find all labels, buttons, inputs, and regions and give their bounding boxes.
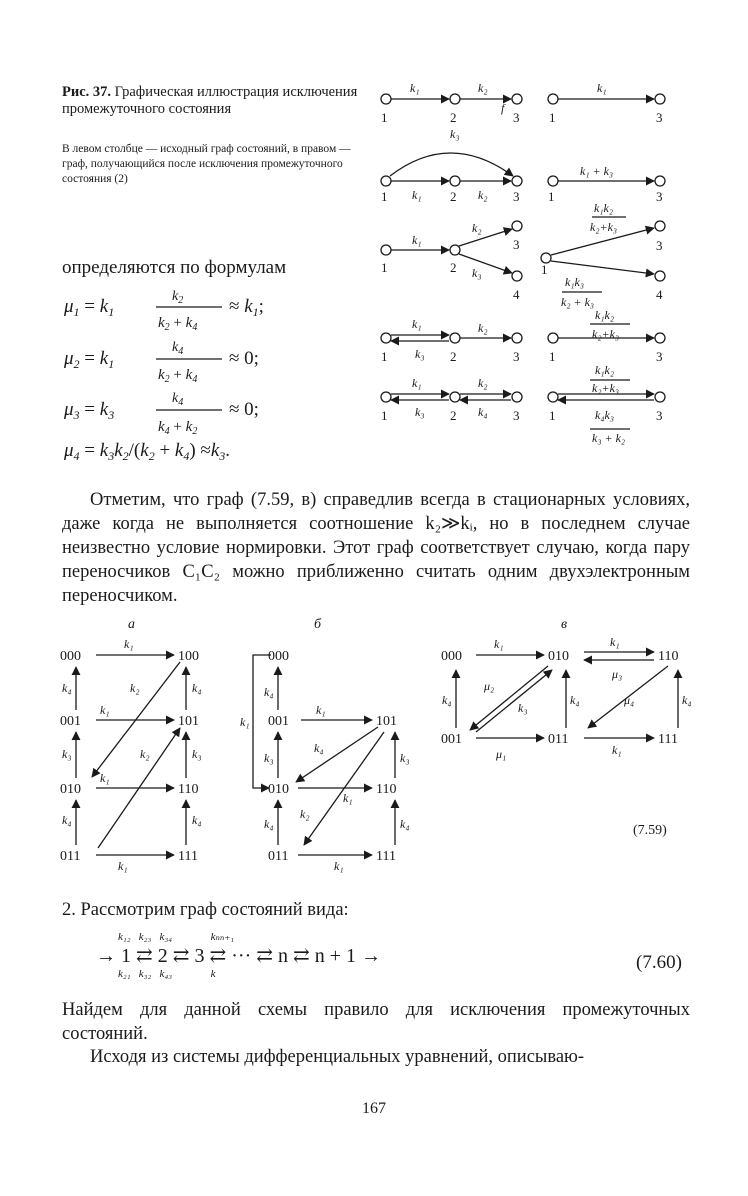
svg-text:001: 001 <box>268 714 289 729</box>
svg-text:3: 3 <box>513 110 520 125</box>
svg-text:k₁: k₁ <box>124 637 134 651</box>
svg-text:010: 010 <box>548 649 569 664</box>
svg-text:k₃ + k₂: k₃ + k₂ <box>592 431 626 445</box>
svg-text:k₁: k₁ <box>412 376 422 390</box>
scheme-7-60 <box>96 930 516 980</box>
svg-text:k₄: k₄ <box>192 681 202 695</box>
svg-text:k₂: k₂ <box>300 807 310 821</box>
svg-text:k₃: k₃ <box>518 701 528 715</box>
svg-text:010: 010 <box>60 782 81 797</box>
svg-text:1: 1 <box>549 110 556 125</box>
svg-text:k₄k₃: k₄k₃ <box>595 408 614 422</box>
svg-text:3: 3 <box>656 349 663 364</box>
svg-text:k₄: k₄ <box>192 813 202 827</box>
svg-text:1: 1 <box>549 349 556 364</box>
svg-text:k₄: k₄ <box>682 693 692 707</box>
scheme-top-rates: k₁₂ k₂₃ k₃₄ kₙₙ₊₁ <box>118 931 235 943</box>
svg-text:1: 1 <box>541 262 548 277</box>
svg-text:4: 4 <box>656 287 663 302</box>
scheme-main: → 1 ⇄ 2 ⇄ 3 ⇄ ··· ⇄ n ⇄ n + 1 → <box>96 945 382 967</box>
svg-text:≈ k1;: ≈ $k_1$; <box>229 296 264 319</box>
figure-37-graphs <box>370 78 690 450</box>
svg-text:k₂+k₃: k₂+k₃ <box>590 220 618 234</box>
svg-text:k₃: k₃ <box>264 751 274 765</box>
svg-text:k₂+k₃: k₂+k₃ <box>592 381 620 395</box>
figure-label: Рис. 37. <box>62 84 112 100</box>
svg-text:2: 2 <box>450 408 457 423</box>
svg-text:011: 011 <box>60 849 81 864</box>
svg-text:k₁k₂: k₁k₂ <box>594 201 613 215</box>
svg-text:k2 + k4: $k_2 + k_4$ <box>158 315 198 333</box>
svg-text:k₁: k₁ <box>612 743 622 757</box>
node <box>381 94 391 104</box>
svg-text:011: 011 <box>268 849 289 864</box>
svg-text:1: 1 <box>381 189 388 204</box>
svg-text:1: 1 <box>381 349 388 364</box>
svg-text:k₂: k₂ <box>140 747 150 761</box>
svg-text:k₄: k₄ <box>62 681 72 695</box>
svg-text:k₃: k₃ <box>415 405 425 419</box>
svg-text:3: 3 <box>656 408 663 423</box>
svg-text:3: 3 <box>513 189 520 204</box>
svg-text:k₂: k₂ <box>130 681 140 695</box>
equation-number-7-59: (7.59) <box>633 823 667 838</box>
svg-text:f: f <box>501 101 505 115</box>
svg-text:k₂: k₂ <box>472 221 482 235</box>
svg-text:k₁: k₁ <box>494 637 504 651</box>
panel-label-b: б <box>314 617 322 632</box>
svg-text:111: 111 <box>178 849 198 864</box>
svg-text:k₁: k₁ <box>343 791 353 805</box>
figure-title: Графическая иллюстрация исключения промежуточного состояния <box>62 84 358 117</box>
svg-text:3: 3 <box>513 349 520 364</box>
paragraph-rule: Найдем для данной схемы правило для исключения промежуточных состояний. <box>62 1000 690 1044</box>
page-number: 167 <box>362 1100 386 1117</box>
svg-text:2: 2 <box>450 349 457 364</box>
svg-text:1: 1 <box>549 408 556 423</box>
node <box>450 94 460 104</box>
svg-text:k₄: k₄ <box>264 817 274 831</box>
svg-text:μ₁: μ₁ <box>496 747 507 761</box>
svg-text:111: 111 <box>658 732 678 747</box>
svg-text:000: 000 <box>268 649 289 664</box>
svg-text:3: 3 <box>656 189 663 204</box>
svg-text:k₁k₃: k₁k₃ <box>565 275 584 289</box>
svg-text:101: 101 <box>376 714 397 729</box>
svg-text:110: 110 <box>178 782 199 797</box>
svg-text:2: 2 <box>450 110 457 125</box>
equation-number-7-60: (7.60) <box>636 952 682 973</box>
svg-text:k₁: k₁ <box>412 233 422 247</box>
svg-text:000: 000 <box>60 649 81 664</box>
svg-text:k₁: k₁ <box>412 188 422 202</box>
svg-text:μ₃: μ₃ <box>612 667 623 681</box>
svg-text:1: 1 <box>381 408 388 423</box>
svg-text:k₁: k₁ <box>334 859 344 873</box>
svg-text:1: 1 <box>381 110 388 125</box>
svg-text:k₄: k₄ <box>314 741 324 755</box>
svg-text:3: 3 <box>513 408 520 423</box>
svg-text:k₄: k₄ <box>62 813 72 827</box>
svg-text:μ₂: μ₂ <box>484 679 495 693</box>
svg-text:≈ 0;: ≈ 0; <box>229 399 259 420</box>
svg-text:k4: $k_4$ <box>172 340 184 357</box>
svg-text:k2 + k4: $k_2 + k_4$ <box>158 367 198 385</box>
svg-text:4: 4 <box>513 287 520 302</box>
svg-text:k₁: k₁ <box>316 703 326 717</box>
svg-text:≈ 0;: ≈ 0; <box>229 348 259 369</box>
svg-text:μ4 = k3k2/(k2 + k4) ≈k3.: $\mu_4 = k_3k_2/(k_2 + k_4) \approx k_3$. <box>64 440 231 463</box>
svg-text:101: 101 <box>178 714 199 729</box>
svg-text:k₁: k₁ <box>410 81 420 95</box>
svg-text:k₂+k₃: k₂+k₃ <box>592 327 620 341</box>
svg-text:k₁: k₁ <box>100 771 110 785</box>
svg-text:k₂: k₂ <box>478 376 488 390</box>
section-2-heading: 2. Рассмотрим граф состояний вида: <box>62 900 349 920</box>
svg-text:3: 3 <box>656 238 663 253</box>
svg-text:001: 001 <box>60 714 81 729</box>
figure-caption-note: В левом столбце — исходный граф состояний, в правом — граф, получающийся после исключения промежуточного состояния (2) <box>62 143 351 185</box>
svg-text:k₄: k₄ <box>264 685 274 699</box>
svg-text:k₂: k₂ <box>478 321 488 335</box>
svg-text:001: 001 <box>441 732 462 747</box>
formula-block <box>62 284 362 464</box>
svg-text:k4 + k2: $k_4 + k_2$ <box>158 419 198 437</box>
svg-text:k₁: k₁ <box>118 859 128 873</box>
svg-text:k₁: k₁ <box>610 635 620 649</box>
svg-text:μ2 = k1: $\mu_2 = k_1$ <box>64 348 115 371</box>
svg-text:μ3 = k3: $\mu_3 = k_3$ <box>64 399 115 422</box>
svg-text:k₃: k₃ <box>450 127 460 141</box>
svg-text:k₁: k₁ <box>100 703 110 717</box>
paragraph-continue: Исходя из системы дифференциальных уравнений, описываю- <box>90 1047 585 1067</box>
svg-text:2: 2 <box>450 189 457 204</box>
svg-text:1: 1 <box>381 260 388 275</box>
svg-text:k₃: k₃ <box>62 747 72 761</box>
svg-text:k₄: k₄ <box>400 817 410 831</box>
svg-text:3: 3 <box>513 237 520 252</box>
panel-label-c: в <box>561 617 568 632</box>
svg-text:k₃: k₃ <box>400 751 410 765</box>
figure-caption-title <box>62 84 362 118</box>
svg-text:100: 100 <box>178 649 199 664</box>
svg-text:k₁: k₁ <box>240 715 250 729</box>
svg-text:110: 110 <box>376 782 397 797</box>
svg-text:2: 2 <box>450 260 457 275</box>
svg-text:011: 011 <box>548 732 569 747</box>
svg-text:μ1 = k1: $\mu_1 = k_1$ <box>64 296 115 319</box>
svg-text:k₃: k₃ <box>472 266 482 280</box>
figure-7-59 <box>56 612 706 882</box>
node <box>512 94 522 104</box>
svg-text:k₂ + k₃: k₂ + k₃ <box>561 295 595 309</box>
formulas-intro: определяются по формулам <box>62 257 287 278</box>
svg-text:k₄: k₄ <box>570 693 580 707</box>
svg-text:1: 1 <box>548 189 555 204</box>
svg-text:k₁k₂: k₁k₂ <box>595 363 614 377</box>
svg-text:k2: $k_2$ <box>172 289 184 306</box>
svg-text:k₁: k₁ <box>412 317 422 331</box>
svg-text:k₁ + k₃: k₁ + k₃ <box>580 164 614 178</box>
svg-text:k₄: k₄ <box>478 405 488 419</box>
svg-text:110: 110 <box>658 649 679 664</box>
svg-text:000: 000 <box>441 649 462 664</box>
svg-text:111: 111 <box>376 849 396 864</box>
svg-text:k₂: k₂ <box>478 188 488 202</box>
svg-text:k₁: k₁ <box>597 81 607 95</box>
svg-text:k₁k₂: k₁k₂ <box>595 308 614 322</box>
svg-text:k4: $k_4$ <box>172 391 184 408</box>
svg-text:3: 3 <box>656 110 663 125</box>
svg-text:010: 010 <box>268 782 289 797</box>
svg-text:k₄: k₄ <box>442 693 452 707</box>
svg-text:k₃: k₃ <box>415 347 425 361</box>
svg-text:k₃: k₃ <box>192 747 202 761</box>
svg-text:k₂: k₂ <box>478 81 488 95</box>
svg-text:μ₄: μ₄ <box>624 693 635 707</box>
panel-label-a: а <box>128 617 135 632</box>
scheme-bottom-rates: k₂₁ k₃₂ k₄₃ k <box>118 968 216 980</box>
paragraph-graph-note: Отметим, что граф (7.59, в) справедлив всегда в стационарных условиях, даже когда не выполняется соотношение k₂≫kᵢ, но в последнем случае неизвестно условие нормировки. Этот граф соответствует случаю, когда пару переносчиков C₁C₂ можно приближенно считать одним двухэлектронным переносчиком. <box>62 490 690 606</box>
